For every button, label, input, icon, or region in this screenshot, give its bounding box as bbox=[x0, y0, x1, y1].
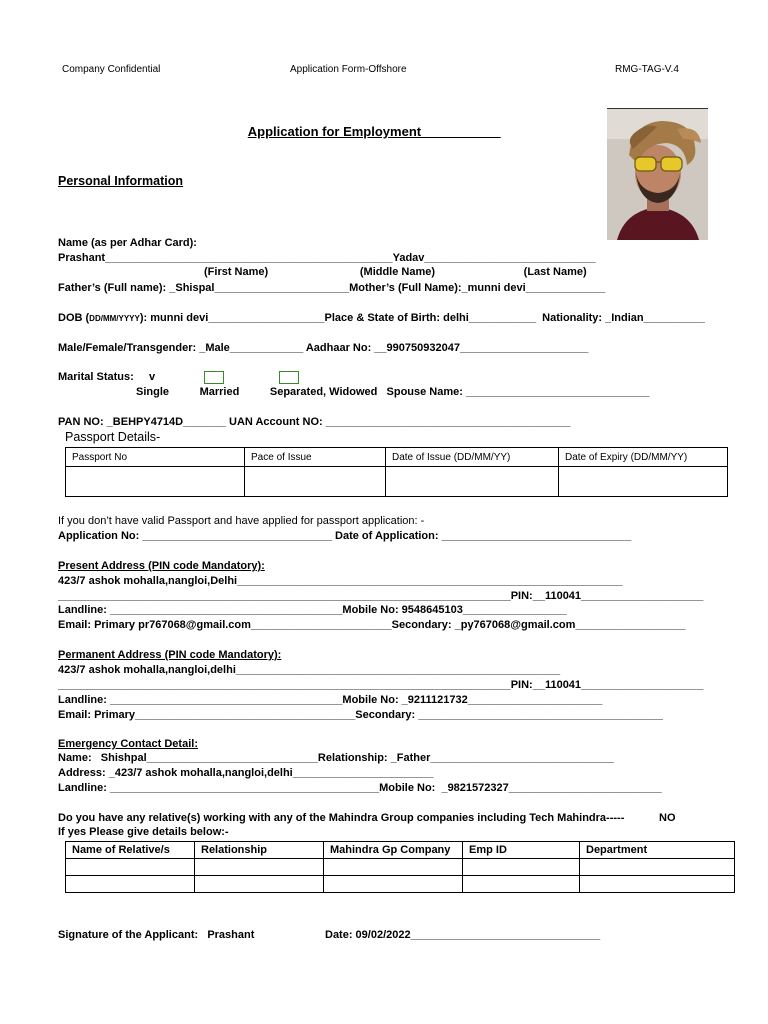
passport-header-place: Pace of Issue bbox=[245, 448, 386, 467]
passport-number-cell[interactable] bbox=[66, 467, 245, 497]
parents-line: Father’s (Full name): _Shispal______________________Mother’s (Full Name):_munni devi_____________ bbox=[58, 282, 606, 294]
marital-options-line: Single Married Separated, Widowed Spouse Name: ______________________________ bbox=[136, 386, 650, 398]
emergency-name-line: Name: Shishpal____________________________Relationship: _Father______________________________ bbox=[58, 752, 614, 764]
marital-status-label: Marital Status: bbox=[58, 371, 134, 383]
name-captions: (First Name) (Middle Name) (Last Name) bbox=[204, 266, 587, 278]
emergency-contact-title: Emergency Contact Detail: bbox=[58, 738, 198, 750]
relative-company-cell[interactable] bbox=[324, 876, 463, 893]
passport-header-issue-date: Date of Issue (DD/MM/YY) bbox=[386, 448, 559, 467]
passport-details-title: Passport Details- bbox=[65, 430, 161, 444]
gender-aadhaar-line: Male/Female/Transgender: _Male____________ Aadhaar No: __990750932047_____________________ bbox=[58, 342, 589, 354]
emergency-address-line: Address: _423/7 ashok mohalla,nangloi,delhi_______________________ bbox=[58, 767, 434, 779]
form-title: Application for Employment___________ bbox=[247, 124, 501, 139]
relatives-answer: NO bbox=[659, 812, 676, 824]
header-form-name: Application Form-Offshore bbox=[290, 64, 407, 75]
relatives-table bbox=[65, 841, 735, 893]
emergency-landline-line: Landline: ____________________________________________Mobile No: _9821572327_________________________ bbox=[58, 782, 662, 794]
relative-name-cell[interactable] bbox=[66, 876, 195, 893]
relatives-header-emp-id: Emp ID bbox=[463, 842, 580, 859]
relatives-header-department: Department bbox=[580, 842, 735, 859]
form-title-text: Application for Employment bbox=[247, 124, 422, 139]
relatives-header-relationship: Relationship bbox=[195, 842, 324, 859]
header-form-version: RMG-TAG-V.4 bbox=[615, 64, 679, 75]
permanent-email-line: Email: Primary____________________________________Secondary: ________________________________________ bbox=[58, 709, 663, 721]
relative-company-cell[interactable] bbox=[324, 859, 463, 876]
separated-checkbox[interactable] bbox=[279, 371, 299, 384]
pan-uan-line: PAN NO: _BEHPY4714D_______ UAN Account NO: ________________________________________ bbox=[58, 416, 571, 428]
header-company-confidential: Company Confidential bbox=[62, 64, 161, 75]
application-line: Application No: _______________________________ Date of Application: _______________________________ bbox=[58, 530, 632, 542]
relative-emp-id-cell[interactable] bbox=[463, 876, 580, 893]
present-email-line: Email: Primary pr767068@gmail.com_______________________Secondary: _py767068@gmail.com__________________ bbox=[58, 619, 686, 631]
relatives-question: Do you have any relative(s) working with any of the Mahindra Group companies including Tech Mahindra----- bbox=[58, 812, 625, 824]
present-address-pin-line: __________________________________________________________________________PIN:__110041____________________ bbox=[58, 590, 704, 602]
relative-department-cell[interactable] bbox=[580, 859, 735, 876]
dob-format: DD/MM/YYYY bbox=[89, 314, 140, 323]
passport-header-expiry-date: Date of Expiry (DD/MM/YY) bbox=[559, 448, 728, 467]
relative-relationship-cell[interactable] bbox=[195, 876, 324, 893]
relatives-followup: If yes Please give details below:- bbox=[58, 826, 229, 838]
relative-emp-id-cell[interactable] bbox=[463, 859, 580, 876]
relative-name-cell[interactable] bbox=[66, 859, 195, 876]
name-label: Name (as per Adhar Card): bbox=[58, 237, 197, 249]
permanent-address-title: Permanent Address (PIN code Mandatory): bbox=[58, 649, 282, 661]
applicant-photo bbox=[607, 108, 708, 240]
passport-expiry-date-cell[interactable] bbox=[559, 467, 728, 497]
present-address-title: Present Address (PIN code Mandatory): bbox=[58, 560, 265, 572]
person-photo-icon bbox=[607, 109, 708, 240]
present-address-line1: 423/7 ashok mohalla,nangloi,Delhi_______________________________________________________________ bbox=[58, 575, 623, 587]
date-line: Date: 09/02/2022_______________________________ bbox=[325, 929, 601, 941]
name-line: Prashant_______________________________________________Yadav____________________________ bbox=[58, 252, 596, 264]
relatives-header-company: Mahindra Gp Company bbox=[324, 842, 463, 859]
passport-header-number: Passport No bbox=[66, 448, 245, 467]
present-landline-line: Landline: ______________________________________Mobile No: 9548645103_________________ bbox=[58, 604, 567, 616]
dob-line: DOB (DD/MM/YYYY): munni devi___________________Place & State of Birth: delhi___________ Nationality: _Indian__________ bbox=[58, 312, 705, 324]
relatives-header-name: Name of Relative/s bbox=[66, 842, 195, 859]
permanent-address-line1: 423/7 ashok mohalla,nangloi,delhi_____________________________________________________ bbox=[58, 664, 561, 676]
passport-issue-date-cell[interactable] bbox=[386, 467, 559, 497]
no-passport-note: If you don’t have valid Passport and have applied for passport application: - bbox=[58, 515, 425, 527]
passport-table bbox=[65, 447, 728, 497]
relative-relationship-cell[interactable] bbox=[195, 859, 324, 876]
married-checkbox[interactable] bbox=[204, 371, 224, 384]
section-personal-information: Personal Information bbox=[58, 174, 184, 188]
passport-place-cell[interactable] bbox=[245, 467, 386, 497]
permanent-landline-line: Landline: ______________________________________Mobile No: _9211121732______________________ bbox=[58, 694, 603, 706]
single-checkmark-icon: v bbox=[149, 371, 156, 383]
permanent-address-pin-line: __________________________________________________________________________PIN:__110041____________________ bbox=[58, 679, 704, 691]
signature-line: Signature of the Applicant: Prashant bbox=[58, 929, 255, 941]
relative-department-cell[interactable] bbox=[580, 876, 735, 893]
